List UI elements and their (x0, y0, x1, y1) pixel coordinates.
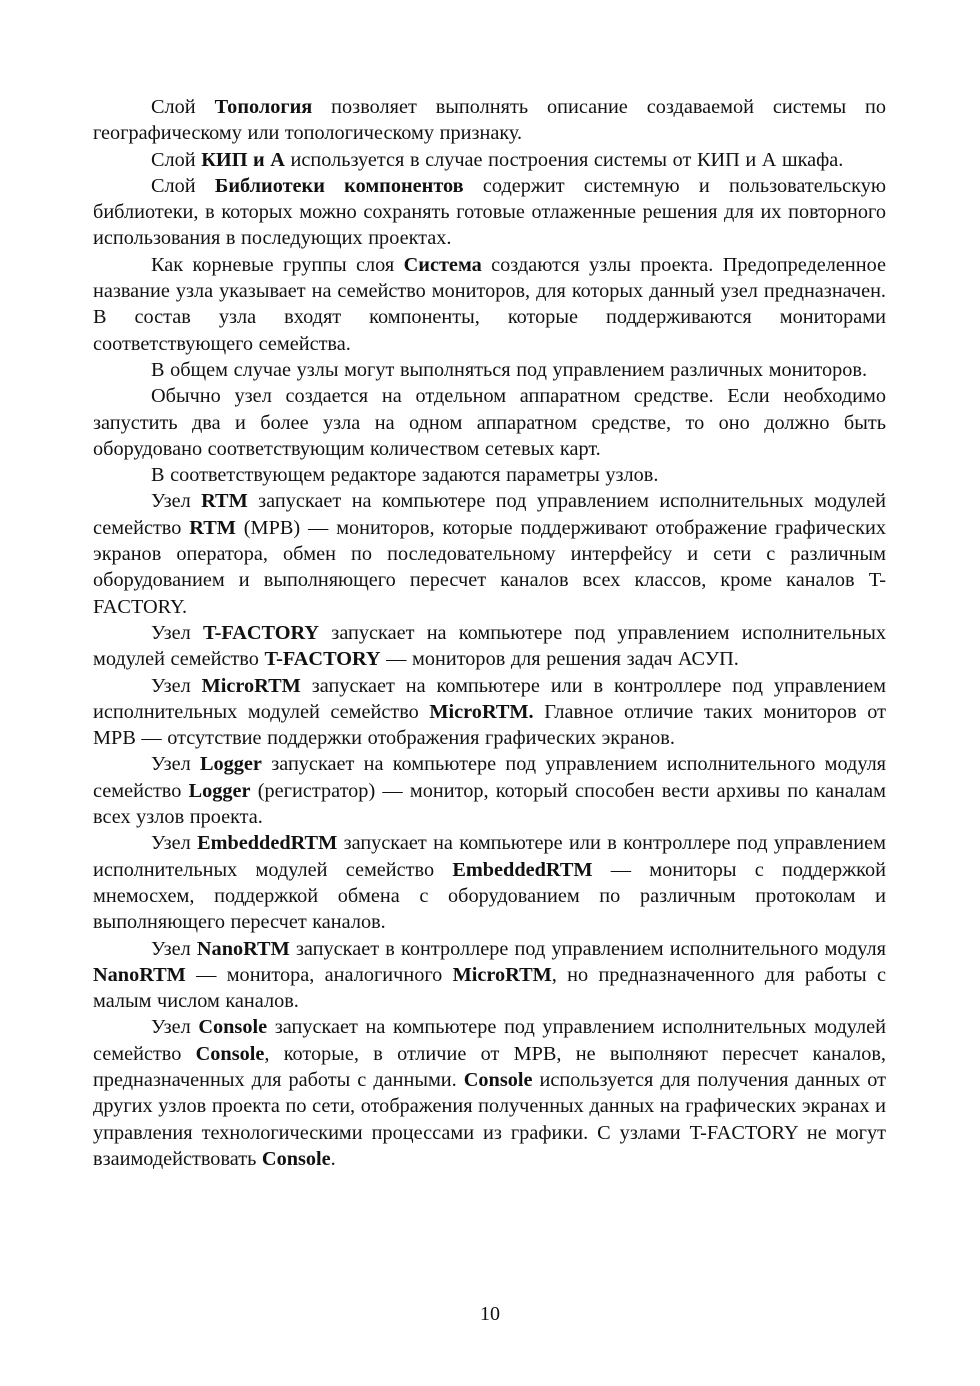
paragraph-hardware (93, 383, 886, 462)
text-run: запускает на компьютере или в контроллере под управлением исполнительных модулей семейство (93, 674, 887, 723)
bold-term: NanoRTM (93, 963, 186, 986)
paragraph-nanortm (93, 936, 886, 1015)
paragraph-console (93, 1014, 886, 1172)
text-run: — мониторов для решения задач АСУП. (380, 648, 739, 671)
text-run: Узел (151, 832, 198, 855)
bold-term: Console (463, 1068, 533, 1091)
text-run: запускает на компьютере под управлением исполнительных модулей семейство (93, 490, 887, 539)
text-run: , которые, в отличие от МРВ, не выполняют пересчет каналов, предназначенных для работы с данными. (93, 1042, 886, 1091)
text-run: Обычно узел создается на отдельном аппаратном средстве. Если необходимо запустить два и более узла на одном аппаратном средстве, то оно должно быть оборудовано соответствующим количеством сетевых карт. (93, 385, 886, 460)
text-run: . (330, 1147, 336, 1170)
bold-term: MicroRTM (452, 963, 552, 986)
text-run: Главное отличие таких мониторов от МРВ — отсутствие поддержки отображения графических экранов. (93, 700, 886, 750)
bold-term: RTM (189, 516, 236, 539)
text-run: запускает на компьютере или в контроллере под управлением исполнительных модулей семейство (93, 832, 886, 881)
page-number: 10 (480, 1303, 500, 1325)
bold-term: NanoRTM (196, 937, 290, 960)
paragraph-monitors (93, 357, 886, 383)
text-run: Узел (151, 674, 202, 697)
text-run: — мониторы с поддержкой мнемосхем, поддержкой обмена с оборудованием по различным протоколам и выполняющего пересчет каналов. (93, 858, 886, 934)
bold-term: T-FACTORY (202, 621, 320, 644)
bold-term: T-FACTORY (264, 648, 381, 671)
paragraph-kip (93, 147, 886, 173)
paragraph-libraries (93, 173, 886, 252)
text-run: В соответствующем редакторе задаются параметры узлов. (151, 464, 659, 487)
text-run: содержит системную и пользовательскую библиотеки, в которых можно сохранять готовые отлаженные решения для их повторного использования в последующих проектах. (93, 174, 886, 250)
bold-term: Logger (199, 753, 262, 776)
text-run: Узел (151, 490, 202, 513)
bold-term: MicroRTM. (429, 700, 534, 723)
text-run: Узел (151, 621, 203, 644)
text-run: Слой (151, 96, 215, 118)
text-run: — монитора, аналогичного (185, 963, 453, 986)
text-run: (регистратор) — монитор, который способен вести архивы по каналам всех узлов проекта. (93, 779, 886, 829)
bold-term: Библиотеки компонентов (214, 174, 464, 197)
bold-term: Топология (214, 96, 313, 118)
paragraph-tfactory (93, 620, 886, 673)
bold-term: Console (198, 1016, 268, 1039)
text-run: Узел (151, 753, 200, 776)
text-run: запускает в контроллере под управлением исполнительного модуля (289, 937, 886, 960)
text-run: создаются узлы проекта. Предопределенное название узла указывает на семейство мониторов, для которых данный узел предназначен. В состав узла входят компоненты, которые поддерживаются мониторами соответствующего семейства. (93, 253, 886, 355)
paragraph-embeddedrtm (93, 830, 886, 935)
text-run: , но предназначенного для работы с малым числом каналов. (93, 963, 887, 1013)
paragraph-rtm (93, 488, 886, 619)
text-run: используется для получения данных от других узлов проекта по сети, отображения полученных данных на графических экранах и управления технологическими процессами из графики. С узлами T-FACTORY не могут взаимодействовать (93, 1068, 886, 1170)
paragraph-logger (93, 751, 886, 830)
text-run: В общем случае узлы могут выполняться под управлением различных мониторов. (151, 358, 868, 381)
bold-term: Logger (188, 779, 251, 802)
paragraph-micrortm (93, 673, 886, 752)
bold-term: EmbeddedRTM (197, 832, 338, 855)
text-run: запускает на компьютере под управлением исполнительных модулей семейство (93, 1016, 887, 1065)
paragraph-system (93, 252, 886, 357)
text-run: используется в случае построения системы от КИП и А шкафа. (284, 148, 844, 171)
text-run: (МРВ) — мониторов, которые поддерживают отображение графических экранов оператора, обмен по последовательному интерфейсу и сети с различным оборудованием и выполняющего пересчет каналов всех классов, кроме каналов T-FACTORY. (93, 516, 886, 618)
paragraph-topology (93, 94, 886, 147)
text-run: Узел (151, 1016, 199, 1039)
text-run: Узел (151, 937, 197, 960)
paragraph-editor (93, 462, 886, 488)
text-run: Слой (151, 148, 202, 171)
text-run: запускает на компьютере под управлением исполнительного модуля семейство (93, 753, 887, 802)
text-run: Как корневые группы слоя (151, 253, 404, 276)
bold-term: Console (261, 1147, 331, 1170)
bold-term: RTM (201, 490, 248, 513)
text-run: Слой (151, 174, 215, 197)
text-run: позволяет выполнять описание создаваемой системы по географическому или топологическому признаку. (93, 96, 886, 145)
bold-term: КИП и А (201, 148, 285, 171)
bold-term: Система (403, 253, 482, 276)
page-body (93, 94, 886, 1172)
bold-term: MicroRTM (201, 674, 301, 697)
bold-term: Console (195, 1042, 265, 1065)
bold-term: EmbeddedRTM (452, 858, 593, 881)
text-run: запускает на компьютере под управлением исполнительных модулей семейство (93, 621, 886, 671)
